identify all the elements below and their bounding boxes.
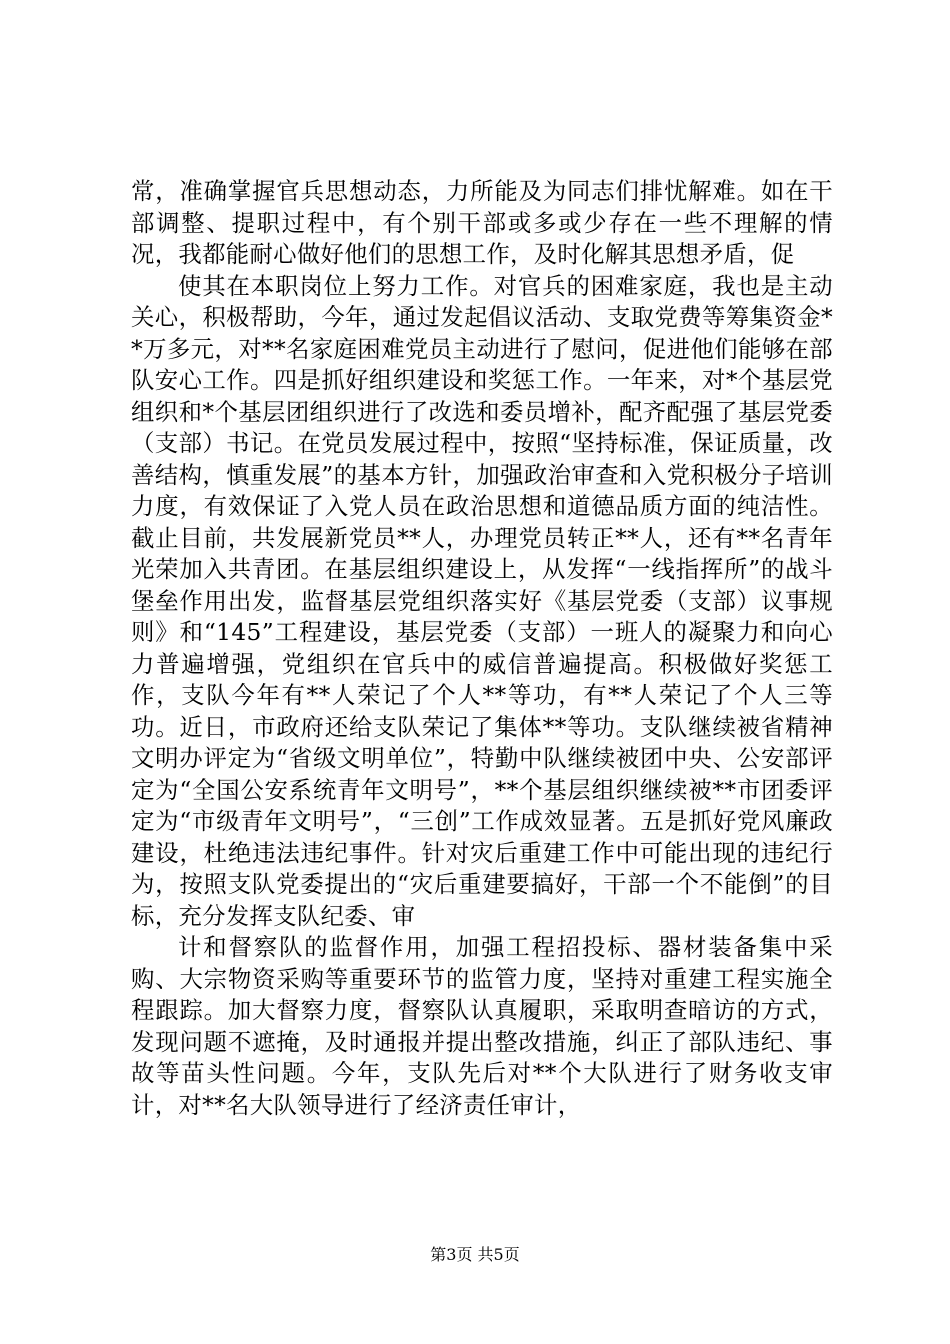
page-number-label: 第3页 共5页	[430, 1245, 520, 1264]
paragraph-2: 使其在本职岗位上努力工作。对官兵的困难家庭，我也是主动关心，积极帮助，今年，通过发起倡议活动、支取党费等筹集资金**万多元，对**名家庭困难党员主动进行了慰问，促进他们能够在部队安心工作。四是抓好组织建设和奖惩工作。一年来，对*个基层党组织和*个基层团组织进行了改选和委员增补，配齐配强了基层党委（支部）书记。在党员发展过程中，按照“坚持标准，保证质量，改善结构，慎重发展”的基本方针，加强政治审查和入党积极分子培训力度，有效保证了入党人员在政治思想和道德品质方面的纯洁性。截止目前，共发展新党员**人，办理党员转正**人，还有**名青年光荣加入共青团。在基层组织建设上，从发挥“一线指挥所”的战斗堡垒作用出发，监督基层党组织落实好《基层党委（支部）议事规则》和“145”工程建设，基层党委（支部）一班人的凝聚力和向心力普遍增强，党组织在官兵中的威信普遍提高。积极做好奖惩工作，支队今年有**人荣记了个人**等功，有**人荣记了个人三等功。近日，市政府还给支队荣记了集体**等功。支队继续被省精神文明办评定为“省级文明单位”，特勤中队继续被团中央、公安部评定为“全国公安系统青年文明号”，**个基层组织继续被**市团委评定为“市级青年文明号”，“三创”工作成效显著。五是抓好党风廉政建设，杜绝违法违纪事件。针对灾后重建工作中可能出现的违纪行为，按照支队党委提出的“灾后重建要搞好，干部一个不能倒”的目标，充分发挥支队纪委、审	[131, 271, 833, 930]
paragraph-1: 常，准确掌握官兵思想动态，力所能及为同志们排忧解难。如在干部调整、提职过程中，有个别干部或多或少存在一些不理解的情况，我都能耐心做好他们的思想工作，及时化解其思想矛盾，促	[131, 177, 833, 268]
paragraph-3: 计和督察队的监督作用，加强工程招投标、器材装备集中采购、大宗物资采购等重要环节的监管力度，坚持对重建工程实施全程跟踪。加大督察力度，督察队认真履职，采取明查暗访的方式，发现问题不遮掩，及时通报并提出整改措施，纠正了部队违纪、事故等苗头性问题。今年，支队先后对**个大队进行了财务收支审计，对**名大队领导进行了经济责任审计，	[131, 933, 833, 1119]
page-footer	[0, 1244, 950, 1266]
body-text	[131, 176, 833, 1121]
